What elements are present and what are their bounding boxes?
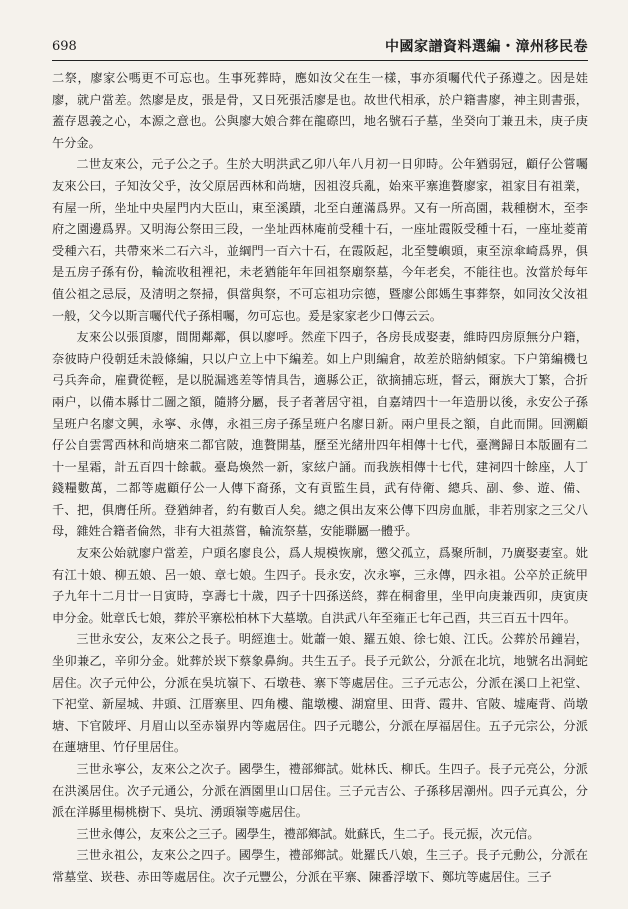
paragraph-8: 三世永祖公，友來公之四子。國學生，禮部鄉試。妣羅氏八娘，生三子。長子元勳公，分派在常墓堂、崁巷、赤田等處居住。次子元豐公，分派在平寨、陳番浮墩下、鄭坑等處居住。三子 <box>52 848 588 884</box>
header-rule <box>52 60 588 61</box>
page-number: 698 <box>52 39 77 54</box>
running-title: 中國家譜資料選編・漳州移民卷 <box>385 39 588 55</box>
paragraph-6: 三世永寧公，友來公之次子。國學生，禮部鄉試。妣林氏、柳氏。生四子。長子元亮公，分派在洪溪居住。次子元通公，分派在酒園里山口居住。三子元吉公、子孫移居潮州。四子元真公，分派在洋縣里楊桃樹下、吳坑、湧頭嶺等處居住。 <box>52 762 588 820</box>
paragraph-2: 二世友來公，元子公之子。生於大明洪武乙卯八年八月初一日卯時。公年猶弱冠，顧仔公嘗囑友來公曰，子知汝父乎，汝父原居西林和尚塘，因祖沒兵亂，始來平寨進贅廖家，祖家目有祖業，有屋一所，坐址中央屋門内大臣山，東至溪蹟，北至白蓮滿爲界。又有一所高園，栽種樹木，至李府之園邊爲界。又明海公祭田三段，一坐址西林庵前受種十石，一座址霞阪受種十石，一座址菱莆受種六石，共帶來米二石六斗，並綱門一百六十石，在霞阪起，北至雙嶼頭，東至涼傘崎爲界，俱是五房子孫有份，輪流收租裡祀，未老猶能年年回祖祭廟祭墓，今年老矣，不能往也。汝當於每年值公祖之忌辰，及清明之祭掃，俱當與祭，不可忘祖功宗德，暨廖公郎媽生事葬祭，如同汝父汝祖一般，父今以斯言囑代代子孫相囑，勿可忘也。爰是家家老少口傳云云。 <box>52 157 588 323</box>
page-header <box>52 36 588 58</box>
paragraph-3: 友來公以張頂廖，間閒鄰鄰，俱以廖呼。然産下四子，各房長成娶妻，維時四房原無分户籍，奈彼時户役朝廷未設條編，只以户立上中下編差。如上户則編倉，故差於賠納傾家。下户第編機乜弓兵奔命，雇費從輕，是以脱漏逃差等情具告，適縣公正，欲摘捕忘班，督云，爾族大丁繁，合折兩户，以備本縣廿二圖之額，隨將分屬，長子者著居守祖，自嘉靖四十一年造册以後，永安公子孫呈班户名廖文興，永寧、永傳，永祖三房子孫呈班户名廖日新。兩户里長之額，自此而開。回溯顧仔公自雲霄西林和尚塘來二都官陂，進贅開基，歷至光緒卅四年相傳十七代，臺灣歸日本版圖有二十一星霜，計五百四十餘載。臺島煥然一新，家絃户誦。而我族相傳十七代，建祠四十餘座，人丁錢糧數萬，二都等處顧仔公一人傳下裔孫，文有貢監生員，武有侍衛、總兵、副、參、遊、備、千、把，俱膺任所。登猶紳者，約有數百人矣。總之俱出友來公傳下四房血脈，非若別家之三父八母，雜姓合籍者倫然，非有大祖蒸嘗，輪流祭墓，安能聯屬一體乎。 <box>52 330 588 539</box>
paragraph-1: 二祭，廖家公嗎更不可忘也。生事死葬時，應如汝父在生一樣，事亦須囑代代子孫遵之。因是娃廖，就户當差。然廖是皮，張是骨，又日死張活廖是也。故世代相承，於户籍書廖，神主則書張，蓋存恩義之心，本源之意也。公與廖大娘合葬在龍磜凹，地名號石子墓，坐癸向丁兼丑未，庚子庚午分金。 <box>52 71 588 150</box>
paragraph-5: 三世永安公，友來公之長子。明經進士。妣蕭一娘、羅五娘、徐七娘、江氏。公葬於吊鐘岩，坐卯兼乙，辛卯分金。妣葬於崁下蔡象鼻絢。共生五子。長子元欽公，分派在北坑，地號名出洞蛇居住。次子元仲公，分派在吳坑嶺下、石墩巷、寨下等處居住。三子元志公，分派在溪口上祀堂、下祀堂、新屋城、井頭、江厝寨里、四角樓、龍墩樓、湖窟里、田背、霞井、官陂、墟庵背、尚墩塘、下官陂坪、月眉山以至赤嶺界内等處居住。四子元聰公，分派在厚福居住。五子元宗公，分派在蓮塘里、竹仔里居住。 <box>52 632 588 755</box>
paragraph-4: 友來公始就廖户當差，户頭名廖良公，爲人規模恢廓，懲父孤立，爲聚所制，乃廣娶妻室。妣有江十娘、柳五娘、呂一娘、章七娘。生四子。長永安，次永寧，三永傳，四永祖。公卒於正統甲子九年十二月廿一日寅時，享壽七十歲，四子十四孫送終，葬在桐畬里，坐甲向庚兼西卯，庚寅庚申分金。妣章氏七娘，葬於平寨松柏林下大墓墩。自洪武八年至雍正七年己酉，共三百五十四年。 <box>52 546 588 625</box>
paragraph-7: 三世永傳公，友來公之三子。國學生，禮部鄉試。妣蘇氏，生二子。長元振，次元信。 <box>76 826 540 841</box>
body-text <box>52 68 588 889</box>
